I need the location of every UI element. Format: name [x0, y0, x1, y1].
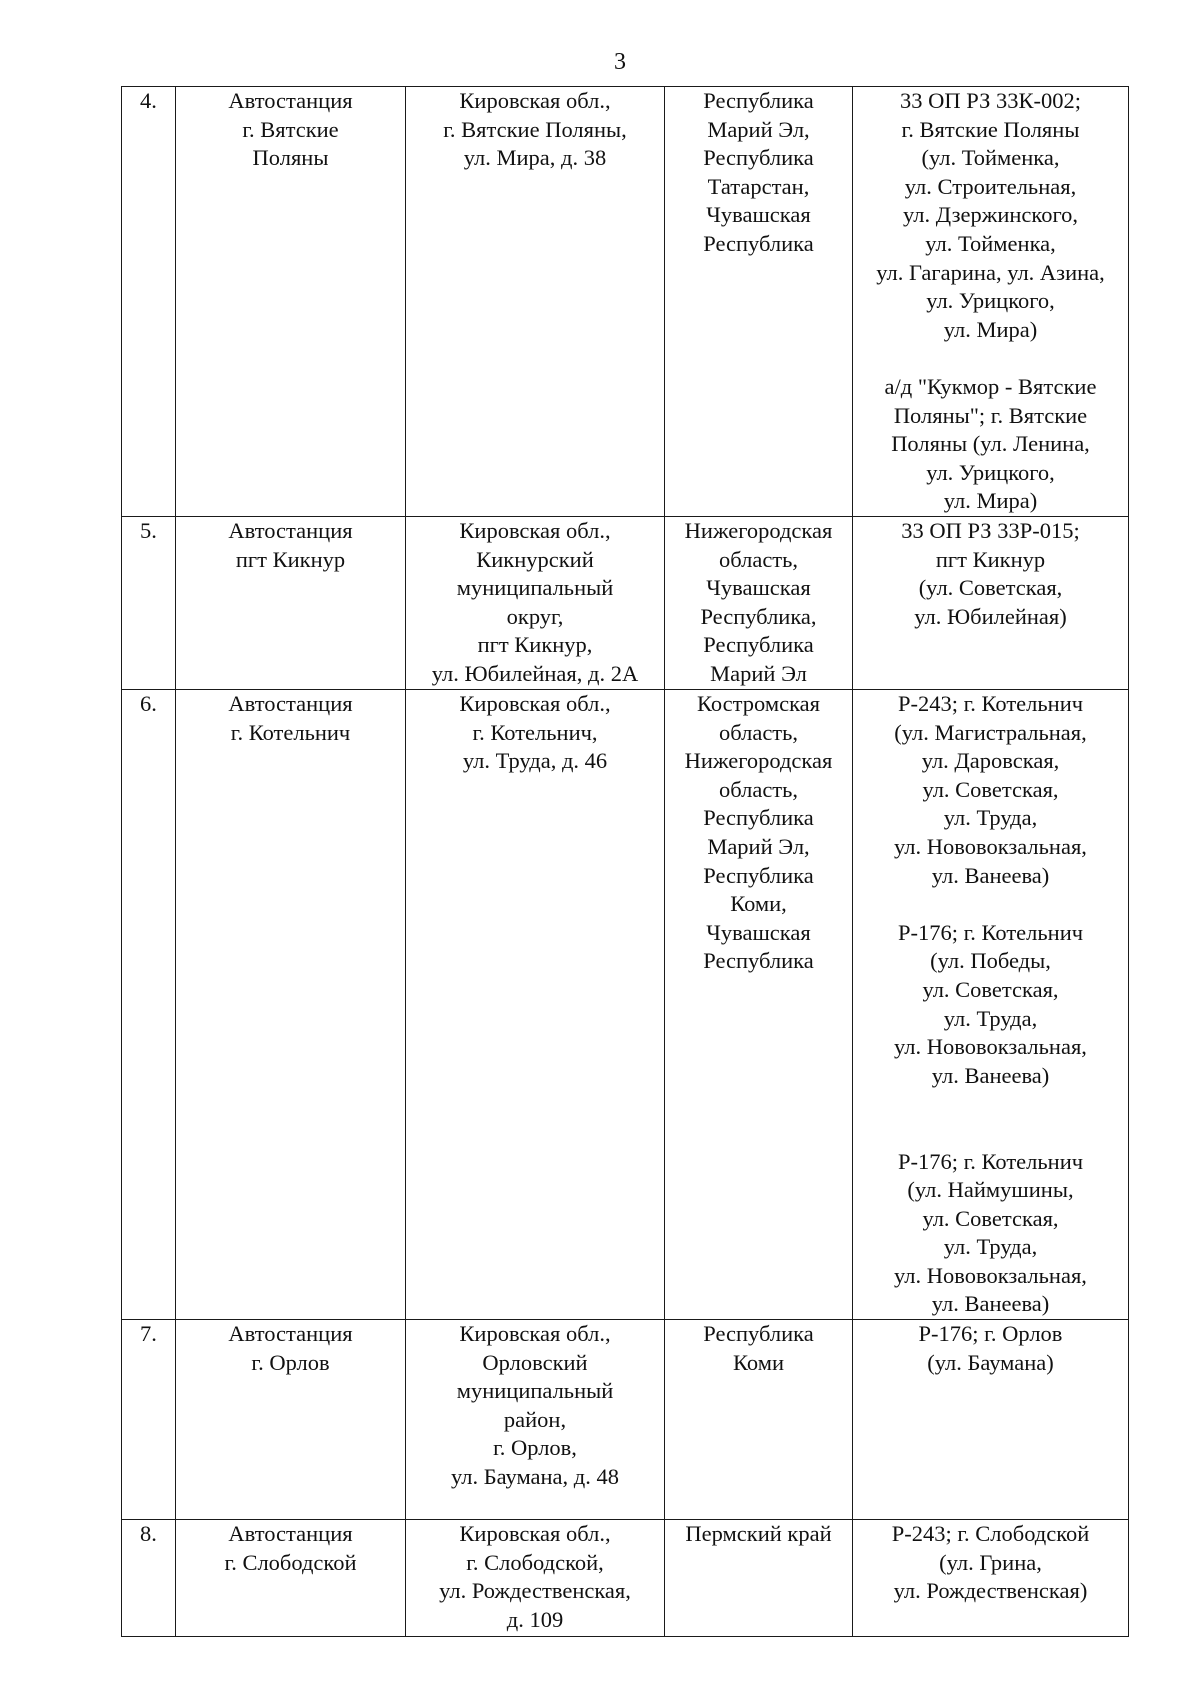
route-line: ул. Гагарина, ул. Азина, [876, 259, 1105, 285]
station-cell [176, 517, 406, 690]
address-line: Кировская обл., [459, 518, 611, 543]
address-line: ул. Мира, д. 38 [463, 145, 607, 171]
region-line: Марий Эл, [707, 116, 810, 142]
region-line: Нижегородская [684, 748, 833, 774]
station-cell [176, 1520, 406, 1637]
address-line: Орловский [482, 1349, 588, 1375]
regions-cell [665, 517, 853, 690]
route-line: (ул. Тойменка, [921, 145, 1060, 171]
address-line: г. Орлов, [493, 1435, 577, 1461]
address-line: ул. Рождественская, [439, 1578, 631, 1604]
address-line: муниципальный [456, 575, 614, 601]
row-number: 4. [122, 87, 176, 517]
station-line: Автостанция [228, 691, 353, 716]
row-number: 7. [122, 1320, 176, 1520]
region-line: Чувашская [706, 575, 811, 601]
region-line: Чувашская [706, 202, 811, 228]
address-line: г. Котельнич, [472, 719, 598, 745]
route-line: ул. Ванеева) [931, 1062, 1050, 1088]
route-line: ул. Советская, [922, 776, 1059, 802]
address-line: округ, [506, 603, 564, 629]
route-line: ул. Нововокзальная, [894, 833, 1087, 859]
route-line: Р-176; г. Котельнич [897, 1148, 1084, 1174]
address-line: д. 109 [506, 1606, 564, 1632]
route-line: ул. Урицкого, [926, 288, 1055, 314]
route-spacer [855, 1090, 1126, 1147]
routes-cell [853, 1320, 1129, 1520]
route-line: ул. Нововокзальная, [894, 1262, 1087, 1288]
route-line: ул. Советская, [922, 976, 1059, 1002]
address-cell [406, 87, 665, 517]
address-line: ул. Юбилейная, д. 2А [431, 660, 639, 686]
station-line: Автостанция [228, 518, 353, 543]
route-line: (ул. Баумана) [927, 1349, 1054, 1375]
address-cell [406, 1320, 665, 1520]
table-row [122, 87, 1129, 517]
station-line: пгт Кикнур [235, 546, 346, 572]
route-line: ул. Дзержинского, [903, 202, 1078, 228]
row-number: 5. [122, 517, 176, 690]
route-line: 33 ОП РЗ 33К-002; [900, 88, 1081, 113]
station-line: г. Вятские [242, 116, 339, 142]
route-line: ул. Даровская, [921, 748, 1060, 774]
region-line: область, [718, 776, 799, 802]
route-line: Р-176; г. Котельнич [897, 919, 1084, 945]
table-row [122, 690, 1129, 1320]
station-line: Автостанция [228, 88, 353, 113]
address-line: г. Слободской, [466, 1549, 604, 1575]
route-line: а/д "Кукмор - Вятские [884, 373, 1097, 399]
station-line: Автостанция [228, 1521, 353, 1547]
station-cell [176, 87, 406, 517]
route-line: Р-243; г. Котельнич [897, 691, 1084, 716]
regions-cell [665, 87, 853, 517]
address-line: ул. Баумана, д. 48 [450, 1464, 619, 1490]
region-line: Республика [703, 948, 814, 974]
region-line: Республика [703, 145, 814, 171]
address-line: Кикнурский [476, 546, 594, 572]
station-line: г. Котельнич [230, 719, 351, 745]
region-line: Пермский край [685, 1521, 832, 1547]
routes-cell [853, 1520, 1129, 1637]
region-line: Коми [733, 1349, 784, 1375]
region-line: Республика [703, 230, 814, 256]
regions-cell [665, 1520, 853, 1637]
route-line: ул. Рождественская) [893, 1578, 1088, 1604]
route-line: Поляны (ул. Ленина, [891, 431, 1090, 457]
route-line: ул. Ванеева) [931, 1291, 1050, 1317]
route-spacer [855, 890, 1126, 919]
route-line: (ул. Победы, [930, 948, 1051, 974]
route-line: ул. Труда, [943, 1005, 1038, 1031]
address-line: район, [503, 1406, 567, 1432]
route-line: ул. Мира) [943, 488, 1038, 514]
region-line: Костромская [696, 691, 820, 716]
route-line: пгт Кикнур [935, 546, 1046, 572]
route-line: ул. Юбилейная) [914, 603, 1067, 629]
address-cell [406, 517, 665, 690]
region-line: Марий Эл, [707, 833, 810, 859]
station-line: Автостанция [228, 1321, 353, 1347]
address-line: Кировская обл., [459, 691, 611, 716]
route-line: ул. Нововокзальная, [894, 1034, 1087, 1060]
table-row [122, 1520, 1129, 1637]
route-spacer [855, 344, 1126, 373]
address-line: Кировская обл., [459, 1321, 611, 1347]
region-line: Республика [703, 805, 814, 831]
region-line: Республика [703, 88, 814, 113]
route-line: ул. Урицкого, [926, 459, 1055, 485]
route-line: (ул. Советская, [918, 575, 1063, 601]
regions-cell [665, 1320, 853, 1520]
route-line: ул. Мира) [943, 316, 1038, 342]
route-line: ул. Тойменка, [925, 230, 1056, 256]
region-line: Чувашская [706, 919, 811, 945]
regions-cell [665, 690, 853, 1320]
region-line: область, [718, 719, 799, 745]
address-line: ул. Труда, д. 46 [462, 748, 608, 774]
address-line: Кировская обл., [459, 88, 611, 113]
route-line: ул. Труда, [943, 805, 1038, 831]
route-line: Р-176; г. Орлов [918, 1321, 1063, 1347]
route-line: Р-243; г. Слободской [891, 1521, 1090, 1547]
address-line: муниципальный [456, 1378, 614, 1404]
routes-cell [853, 690, 1129, 1320]
route-line: Поляны"; г. Вятские [893, 402, 1088, 428]
region-line: Коми, [730, 891, 787, 917]
row-number: 6. [122, 690, 176, 1320]
stations-table [121, 86, 1129, 1637]
page-number: 3 [614, 49, 626, 75]
routes-cell [853, 87, 1129, 517]
region-line: Республика, [700, 603, 817, 629]
station-line: г. Слободской [224, 1549, 357, 1575]
address-line: г. Вятские Поляны, [443, 116, 627, 142]
route-line: г. Вятские Поляны [901, 116, 1080, 142]
route-line: (ул. Магистральная, [894, 719, 1087, 745]
table-row [122, 517, 1129, 690]
region-line: Республика [703, 632, 814, 658]
route-line: (ул. Наймушины, [907, 1177, 1074, 1203]
region-line: Нижегородская [684, 518, 833, 543]
station-cell [176, 1320, 406, 1520]
address-cell [406, 690, 665, 1320]
region-line: Республика [703, 1321, 814, 1347]
routes-cell [853, 517, 1129, 690]
region-line: Татарстан, [707, 173, 810, 199]
region-line: Марий Эл [710, 660, 807, 686]
address-line: Кировская обл., [459, 1521, 611, 1547]
station-cell [176, 690, 406, 1320]
station-line: г. Орлов [251, 1349, 330, 1375]
station-line: Поляны [252, 145, 329, 171]
route-line: (ул. Грина, [939, 1549, 1042, 1575]
route-line: 33 ОП РЗ 33Р-015; [901, 518, 1080, 543]
route-line: ул. Труда, [943, 1234, 1038, 1260]
table-row [122, 1320, 1129, 1520]
route-line: ул. Строительная, [904, 173, 1077, 199]
address-line: пгт Кикнур, [477, 632, 593, 658]
address-cell [406, 1520, 665, 1637]
route-line: ул. Советская, [922, 1205, 1059, 1231]
region-line: Республика [703, 862, 814, 888]
route-line: ул. Ванеева) [931, 862, 1050, 888]
row-number: 8. [122, 1520, 176, 1637]
region-line: область, [718, 546, 799, 572]
